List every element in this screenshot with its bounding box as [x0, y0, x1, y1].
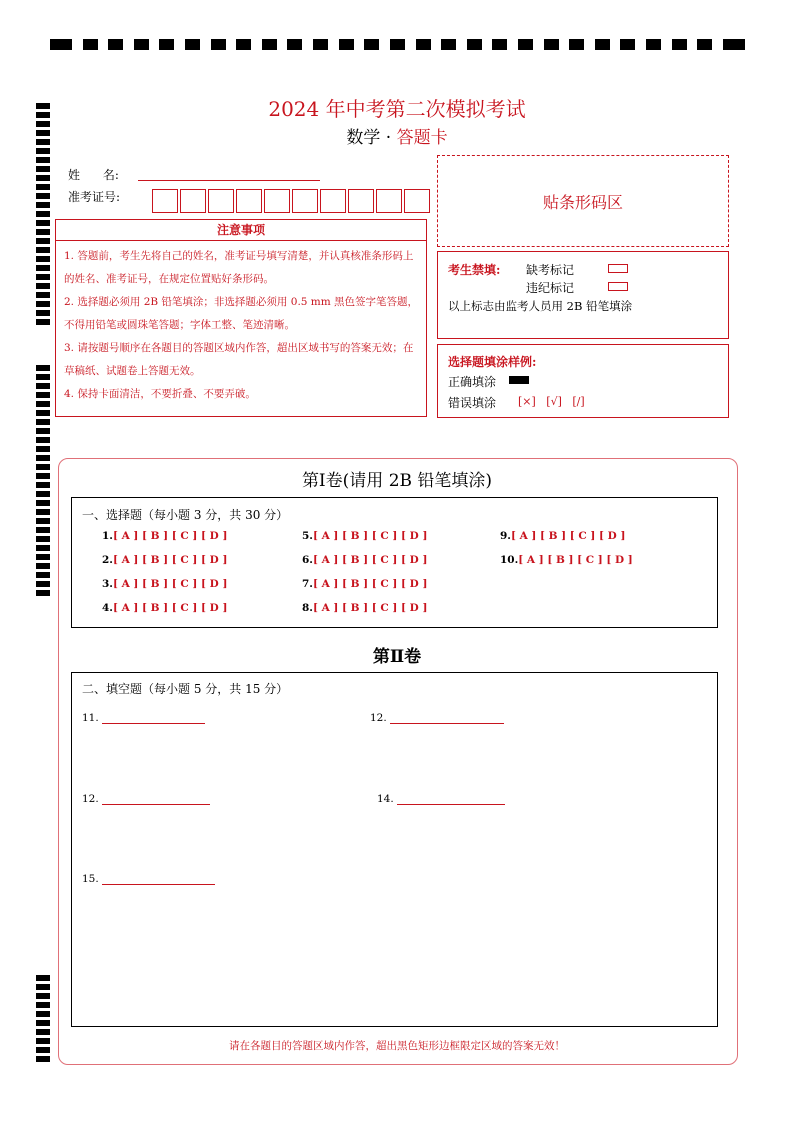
- page-title: 2024 年中考第二次模拟考试: [268, 97, 526, 121]
- absent-mark-box[interactable]: [608, 264, 628, 273]
- notice-item: 2. 选择题必须用 2B 铅笔填涂；非选择题必须用 0.5 mm 黑色签字笔答题，不得用铅笔或圆珠笔答题；字体工整、笔迹清晰。: [64, 296, 419, 331]
- mc-options[interactable]: [ A ] [ B ] [ C ] [ D ]: [312, 578, 428, 590]
- absent-label: 缺考标记: [526, 263, 575, 277]
- sample-title: 选择题填涂样例:: [448, 355, 537, 369]
- mc-question-7[interactable]: [302, 578, 427, 590]
- subtitle-dot: ·: [385, 128, 392, 148]
- answer-line[interactable]: [102, 872, 215, 885]
- blank-question-11: [82, 711, 205, 724]
- mc-options[interactable]: [ A ] [ B ] [ C ] [ D ]: [112, 602, 228, 614]
- notice-item: 3. 请按题号顺序在各题目的答题区域内作答，超出区域书写的答案无效；在草稿纸、试题卷上答题无效。: [64, 342, 414, 377]
- question-number: 5.: [302, 530, 313, 542]
- part2-title: 第Ⅱ卷: [372, 647, 422, 667]
- id-digit-box: [376, 189, 402, 213]
- id-number-boxes[interactable]: [152, 189, 432, 213]
- mc-question-1[interactable]: [102, 530, 227, 542]
- question-number: 7.: [302, 578, 313, 590]
- notice-title: 注意事项: [56, 220, 426, 241]
- notice-item: 4. 保持卡面清洁，不要折叠、不要弄破。: [64, 388, 256, 400]
- fb-section-title: 二、填空题（每小题 5 分，共 15 分）: [82, 682, 289, 696]
- mc-options[interactable]: [ A ] [ B ] [ C ] [ D ]: [518, 554, 633, 566]
- question-number: 8.: [302, 602, 313, 614]
- answer-sheet-label: 答题卡: [396, 128, 448, 148]
- wrong-fill-marks: [×] [√] [/]: [518, 395, 585, 408]
- question-number: 12.: [370, 712, 387, 724]
- answer-line[interactable]: [390, 711, 504, 724]
- id-digit-box: [180, 189, 206, 213]
- mc-question-4[interactable]: [102, 602, 227, 614]
- part1-title: 第Ⅰ卷(请用 2B 铅笔填涂): [301, 471, 493, 491]
- mc-question-5[interactable]: [302, 530, 427, 542]
- blank-question-12: [370, 711, 504, 724]
- question-number: 1.: [102, 530, 113, 542]
- violation-label: 违纪标记: [526, 281, 575, 295]
- mc-options[interactable]: [ A ] [ B ] [ C ] [ D ]: [112, 530, 228, 542]
- footer-note: 请在各题目的答题区域内作答，超出黑色矩形边框限定区域的答案无效！: [229, 1040, 565, 1052]
- prohibited-note: 以上标志由监考人员用 2B 铅笔填涂: [448, 299, 633, 313]
- mc-options[interactable]: [ A ] [ B ] [ C ] [ D ]: [112, 554, 228, 566]
- prohibited-title: 考生禁填:: [448, 263, 501, 277]
- mc-options[interactable]: [ A ] [ B ] [ C ] [ D ]: [312, 530, 428, 542]
- id-label: 准考证号:: [68, 190, 121, 204]
- mc-options[interactable]: [ A ] [ B ] [ C ] [ D ]: [312, 554, 428, 566]
- id-digit-box: [208, 189, 234, 213]
- violation-mark-box[interactable]: [608, 282, 628, 291]
- mc-question-9[interactable]: [500, 530, 625, 542]
- mc-section-title: 一、选择题（每小题 3 分，共 30 分）: [82, 508, 289, 522]
- fill-blank-section: [71, 672, 718, 1027]
- notice-box: [55, 219, 427, 417]
- blank-question-14: [377, 792, 505, 805]
- mc-question-6[interactable]: [302, 554, 427, 566]
- question-number: 9.: [500, 530, 511, 542]
- correct-fill-label: 正确填涂: [448, 375, 497, 389]
- name-label: 姓 名:: [68, 168, 119, 182]
- question-number: 11.: [82, 712, 99, 724]
- mc-options[interactable]: [ A ] [ B ] [ C ] [ D ]: [112, 578, 228, 590]
- mc-question-10[interactable]: [500, 554, 633, 566]
- question-number: 3.: [102, 578, 113, 590]
- notice-item: 1. 答题前，考生先将自己的姓名，准考证号填写清楚，并认真核准条形码上的姓名、准考证号，在规定位置贴好条形码。: [64, 250, 414, 285]
- candidate-prohibited-box: [437, 251, 729, 339]
- id-digit-box: [348, 189, 374, 213]
- mc-options[interactable]: [ A ] [ B ] [ C ] [ D ]: [510, 530, 626, 542]
- mc-options[interactable]: [ A ] [ B ] [ C ] [ D ]: [312, 602, 428, 614]
- answer-line[interactable]: [397, 792, 505, 805]
- id-digit-box: [152, 189, 178, 213]
- answer-line[interactable]: [102, 711, 205, 724]
- question-number: 15.: [82, 873, 99, 885]
- question-number: 12.: [82, 793, 99, 805]
- wrong-fill-label: 错误填涂: [448, 396, 497, 410]
- barcode-area: [437, 155, 729, 247]
- mc-question-2[interactable]: [102, 554, 227, 566]
- mc-question-3[interactable]: [102, 578, 227, 590]
- subject-label: 数学: [346, 128, 381, 148]
- id-digit-box: [320, 189, 346, 213]
- question-number: 14.: [377, 793, 394, 805]
- name-field[interactable]: [138, 166, 320, 181]
- answer-line[interactable]: [102, 792, 210, 805]
- blank-question-13: [82, 792, 210, 805]
- question-number: 10.: [500, 554, 519, 566]
- question-number: 4.: [102, 602, 113, 614]
- barcode-label: 贴条形码区: [542, 192, 623, 212]
- id-digit-box: [404, 189, 430, 213]
- id-digit-box: [292, 189, 318, 213]
- page-subtitle: [0, 123, 794, 148]
- id-digit-box: [264, 189, 290, 213]
- fill-sample-box: [437, 344, 729, 418]
- blank-question-15: [82, 872, 215, 885]
- question-number: 6.: [302, 554, 313, 566]
- top-timing-marks: [50, 38, 745, 51]
- question-number: 2.: [102, 554, 113, 566]
- correct-fill-mark: [509, 376, 529, 384]
- id-digit-box: [236, 189, 262, 213]
- multiple-choice-section: [71, 497, 718, 628]
- mc-question-8[interactable]: [302, 602, 427, 614]
